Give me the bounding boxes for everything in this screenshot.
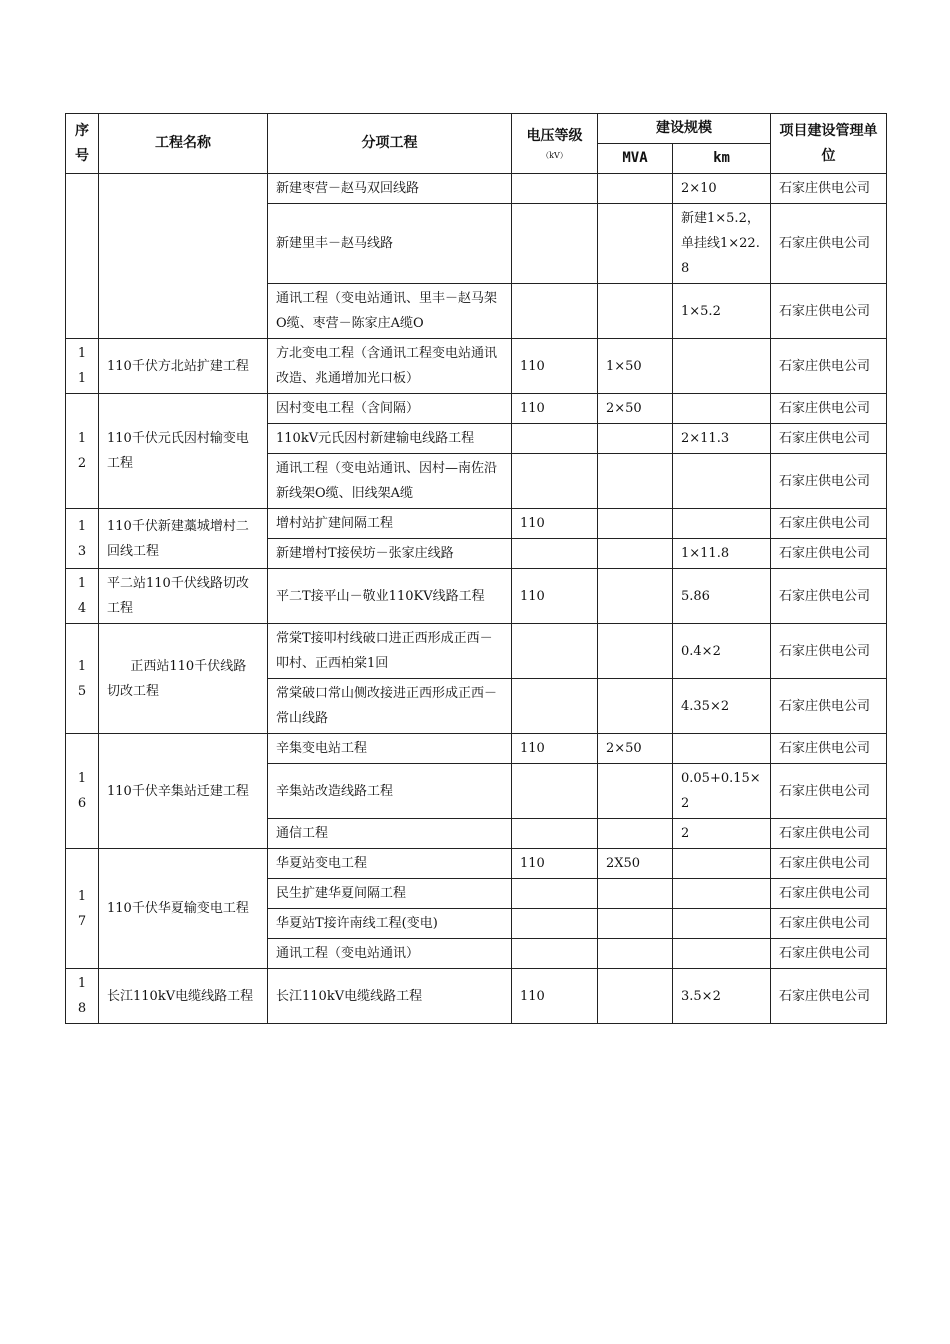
project-name-cell: 110千伏新建藁城增村二回线工程 bbox=[99, 509, 268, 569]
mva-cell bbox=[598, 454, 673, 509]
sub-project-cell: 平二T接平山－敬业110KV线路工程 bbox=[268, 569, 512, 624]
sub-project-cell: 常棠破口常山侧改接进正西形成正西－常山线路 bbox=[268, 679, 512, 734]
sub-project-cell: 新建增村T接侯坊－张家庄线路 bbox=[268, 539, 512, 569]
unit-cell: 石家庄供电公司 bbox=[771, 539, 887, 569]
km-cell bbox=[673, 849, 771, 879]
table-row bbox=[66, 734, 887, 764]
unit-cell: 石家庄供电公司 bbox=[771, 879, 887, 909]
km-cell: 1×5.2 bbox=[673, 284, 771, 339]
mva-cell bbox=[598, 819, 673, 849]
unit-cell: 石家庄供电公司 bbox=[771, 394, 887, 424]
sub-project-cell: 民生扩建华夏间隔工程 bbox=[268, 879, 512, 909]
mva-cell bbox=[598, 174, 673, 204]
voltage-cell: 110 bbox=[512, 394, 598, 424]
km-cell bbox=[673, 394, 771, 424]
voltage-cell bbox=[512, 539, 598, 569]
sub-project-cell: 110kV元氏因村新建输电线路工程 bbox=[268, 424, 512, 454]
sub-project-cell: 通讯工程（变电站通讯、里丰－赵马架O缆、枣营－陈家庄A缆O bbox=[268, 284, 512, 339]
seq-cell: 11 bbox=[66, 339, 99, 394]
km-cell: 2×10 bbox=[673, 174, 771, 204]
header-voltage-unit: （kV） bbox=[541, 151, 568, 160]
header-row bbox=[66, 114, 887, 144]
km-cell: 4.35×2 bbox=[673, 679, 771, 734]
voltage-cell bbox=[512, 939, 598, 969]
project-name-cell: 长江110kV电缆线路工程 bbox=[99, 969, 268, 1024]
km-cell: 新建1×5.2，单挂线1×22.8 bbox=[673, 204, 771, 284]
project-name-cell: 110千伏方北站扩建工程 bbox=[99, 339, 268, 394]
mva-cell bbox=[598, 879, 673, 909]
seq-cell: 14 bbox=[66, 569, 99, 624]
sub-project-cell: 新建里丰－赵马线路 bbox=[268, 204, 512, 284]
unit-cell: 石家庄供电公司 bbox=[771, 969, 887, 1024]
sub-project-cell: 长江110kV电缆线路工程 bbox=[268, 969, 512, 1024]
voltage-cell bbox=[512, 909, 598, 939]
header-sub-project: 分项工程 bbox=[268, 114, 512, 174]
table-row bbox=[66, 624, 887, 679]
voltage-cell: 110 bbox=[512, 969, 598, 1024]
mva-cell bbox=[598, 284, 673, 339]
km-cell bbox=[673, 339, 771, 394]
voltage-cell bbox=[512, 454, 598, 509]
mva-cell bbox=[598, 424, 673, 454]
voltage-cell: 110 bbox=[512, 339, 598, 394]
unit-cell: 石家庄供电公司 bbox=[771, 849, 887, 879]
km-cell: 0.05+0.15×2 bbox=[673, 764, 771, 819]
sub-project-cell: 通讯工程（变电站通讯） bbox=[268, 939, 512, 969]
unit-cell: 石家庄供电公司 bbox=[771, 424, 887, 454]
sub-project-cell: 华夏站变电工程 bbox=[268, 849, 512, 879]
project-table bbox=[65, 113, 887, 1024]
unit-cell: 石家庄供电公司 bbox=[771, 734, 887, 764]
table-row bbox=[66, 969, 887, 1024]
km-cell bbox=[673, 939, 771, 969]
km-cell bbox=[673, 454, 771, 509]
unit-cell: 石家庄供电公司 bbox=[771, 174, 887, 204]
unit-cell: 石家庄供电公司 bbox=[771, 679, 887, 734]
seq-cell bbox=[66, 174, 99, 339]
sub-project-cell: 通讯工程（变电站通讯、因村—南佐沿新线架O缆、旧线架A缆 bbox=[268, 454, 512, 509]
voltage-cell bbox=[512, 284, 598, 339]
voltage-cell bbox=[512, 764, 598, 819]
seq-cell: 13 bbox=[66, 509, 99, 569]
sub-project-cell: 增村站扩建间隔工程 bbox=[268, 509, 512, 539]
project-name-cell: 110千伏华夏输变电工程 bbox=[99, 849, 268, 969]
table-row bbox=[66, 509, 887, 539]
project-name-cell: 110千伏元氏因村输变电工程 bbox=[99, 394, 268, 509]
sub-project-cell: 华夏站T接许南线工程(变电) bbox=[268, 909, 512, 939]
km-cell: 5.86 bbox=[673, 569, 771, 624]
unit-cell: 石家庄供电公司 bbox=[771, 939, 887, 969]
mva-cell: 1×50 bbox=[598, 339, 673, 394]
sub-project-cell: 辛集变电站工程 bbox=[268, 734, 512, 764]
km-cell: 3.5×2 bbox=[673, 969, 771, 1024]
voltage-cell bbox=[512, 879, 598, 909]
seq-cell: 15 bbox=[66, 624, 99, 734]
project-name-cell: 110千伏辛集站迁建工程 bbox=[99, 734, 268, 849]
mva-cell bbox=[598, 624, 673, 679]
table-row bbox=[66, 849, 887, 879]
project-name-cell: 正西站110千伏线路切改工程 bbox=[99, 624, 268, 734]
project-name-cell bbox=[99, 174, 268, 339]
header-project-name: 工程名称 bbox=[99, 114, 268, 174]
km-cell: 0.4×2 bbox=[673, 624, 771, 679]
unit-cell: 石家庄供电公司 bbox=[771, 569, 887, 624]
voltage-cell bbox=[512, 174, 598, 204]
mva-cell bbox=[598, 764, 673, 819]
sub-project-cell: 常棠T接叩村线破口进正西形成正西－叩村、正西柏棠1回 bbox=[268, 624, 512, 679]
unit-cell: 石家庄供电公司 bbox=[771, 454, 887, 509]
unit-cell: 石家庄供电公司 bbox=[771, 764, 887, 819]
sub-project-cell: 辛集站改造线路工程 bbox=[268, 764, 512, 819]
unit-cell: 石家庄供电公司 bbox=[771, 819, 887, 849]
header-km: km bbox=[673, 144, 771, 174]
unit-cell: 石家庄供电公司 bbox=[771, 284, 887, 339]
header-unit: 项目建设管理单位 bbox=[771, 114, 887, 174]
km-cell: 1×11.8 bbox=[673, 539, 771, 569]
seq-cell: 16 bbox=[66, 734, 99, 849]
voltage-cell bbox=[512, 424, 598, 454]
header-scale: 建设规模 bbox=[598, 114, 771, 144]
voltage-cell: 110 bbox=[512, 849, 598, 879]
sub-project-cell: 方北变电工程（含通讯工程变电站通讯改造、兆通增加光口板） bbox=[268, 339, 512, 394]
header-mva: MVA bbox=[598, 144, 673, 174]
unit-cell: 石家庄供电公司 bbox=[771, 624, 887, 679]
km-cell: 2 bbox=[673, 819, 771, 849]
mva-cell bbox=[598, 969, 673, 1024]
header-seq: 序号 bbox=[66, 114, 99, 174]
mva-cell bbox=[598, 539, 673, 569]
project-name-cell: 平二站110千伏线路切改工程 bbox=[99, 569, 268, 624]
sub-project-cell: 因村变电工程（含间隔） bbox=[268, 394, 512, 424]
mva-cell bbox=[598, 569, 673, 624]
seq-cell: 12 bbox=[66, 394, 99, 509]
voltage-cell: 110 bbox=[512, 509, 598, 539]
mva-cell bbox=[598, 909, 673, 939]
mva-cell: 2X50 bbox=[598, 849, 673, 879]
km-cell bbox=[673, 909, 771, 939]
mva-cell: 2×50 bbox=[598, 394, 673, 424]
km-cell bbox=[673, 734, 771, 764]
header-voltage-label: 电压等级 bbox=[526, 128, 583, 144]
seq-cell: 18 bbox=[66, 969, 99, 1024]
km-cell bbox=[673, 879, 771, 909]
km-cell: 2×11.3 bbox=[673, 424, 771, 454]
unit-cell: 石家庄供电公司 bbox=[771, 339, 887, 394]
voltage-cell bbox=[512, 624, 598, 679]
voltage-cell: 110 bbox=[512, 734, 598, 764]
unit-cell: 石家庄供电公司 bbox=[771, 509, 887, 539]
table-row bbox=[66, 394, 887, 424]
voltage-cell bbox=[512, 819, 598, 849]
sub-project-cell: 通信工程 bbox=[268, 819, 512, 849]
seq-cell: 17 bbox=[66, 849, 99, 969]
km-cell bbox=[673, 509, 771, 539]
mva-cell bbox=[598, 204, 673, 284]
table-row bbox=[66, 174, 887, 204]
unit-cell: 石家庄供电公司 bbox=[771, 204, 887, 284]
mva-cell bbox=[598, 509, 673, 539]
voltage-cell: 110 bbox=[512, 569, 598, 624]
table-row bbox=[66, 569, 887, 624]
mva-cell bbox=[598, 679, 673, 734]
table-row bbox=[66, 339, 887, 394]
header-voltage bbox=[512, 114, 598, 174]
unit-cell: 石家庄供电公司 bbox=[771, 909, 887, 939]
sub-project-cell: 新建枣营－赵马双回线路 bbox=[268, 174, 512, 204]
mva-cell: 2×50 bbox=[598, 734, 673, 764]
voltage-cell bbox=[512, 204, 598, 284]
voltage-cell bbox=[512, 679, 598, 734]
mva-cell bbox=[598, 939, 673, 969]
